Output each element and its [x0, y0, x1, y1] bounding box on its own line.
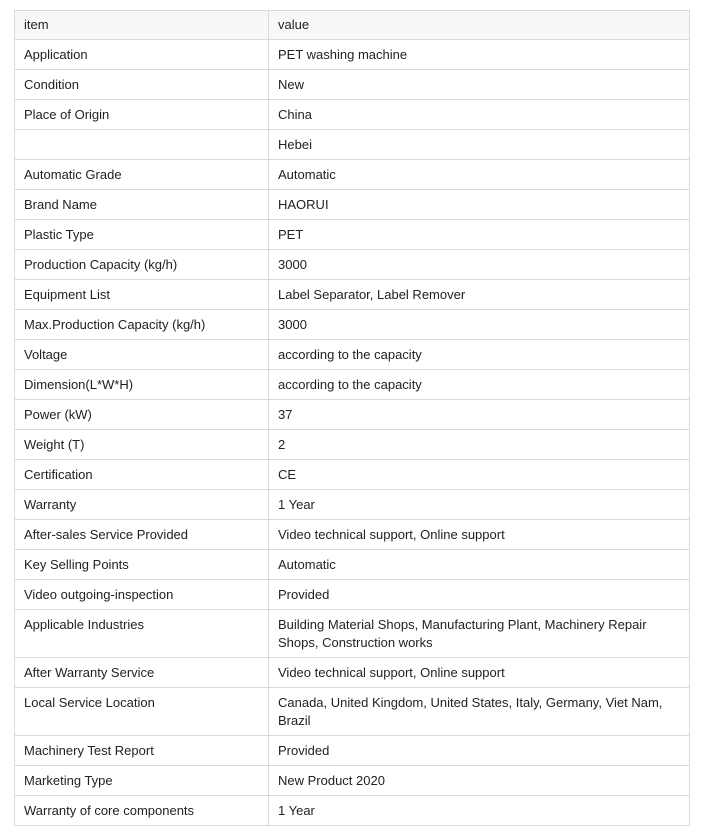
table-row — [15, 250, 690, 280]
table-row — [15, 370, 690, 400]
table-row — [15, 100, 690, 130]
row-item: Marketing Type — [15, 766, 269, 796]
table-row — [15, 220, 690, 250]
row-value: 3000 — [269, 310, 690, 340]
row-item: Condition — [15, 70, 269, 100]
row-value: 3000 — [269, 250, 690, 280]
row-value: 37 — [269, 400, 690, 430]
row-value: Video technical support, Online support — [269, 658, 690, 688]
row-item: After Warranty Service — [15, 658, 269, 688]
table-row — [15, 40, 690, 70]
row-value: New — [269, 70, 690, 100]
row-item: Local Service Location — [15, 688, 269, 736]
row-value: 2 — [269, 430, 690, 460]
row-value: CE — [269, 460, 690, 490]
row-value: Provided — [269, 580, 690, 610]
header-value: value — [269, 11, 690, 40]
table-row — [15, 190, 690, 220]
table-row — [15, 688, 690, 736]
table-row — [15, 736, 690, 766]
row-item: Automatic Grade — [15, 160, 269, 190]
row-value: 1 Year — [269, 796, 690, 826]
table-row — [15, 460, 690, 490]
table-row — [15, 490, 690, 520]
row-item: Equipment List — [15, 280, 269, 310]
row-item: Key Selling Points — [15, 550, 269, 580]
row-item — [15, 130, 269, 160]
row-value: 1 Year — [269, 490, 690, 520]
row-value: Building Material Shops, Manufacturing Plant, Machinery Repair Shops, Construction works — [269, 610, 690, 658]
row-item: After-sales Service Provided — [15, 520, 269, 550]
row-item: Power (kW) — [15, 400, 269, 430]
row-value: China — [269, 100, 690, 130]
row-item: Application — [15, 40, 269, 70]
row-value: PET — [269, 220, 690, 250]
table-row — [15, 580, 690, 610]
row-value: New Product 2020 — [269, 766, 690, 796]
row-value: Video technical support, Online support — [269, 520, 690, 550]
row-value: according to the capacity — [269, 340, 690, 370]
header-item: item — [15, 11, 269, 40]
spec-table — [14, 10, 690, 826]
table-row — [15, 766, 690, 796]
row-value: Hebei — [269, 130, 690, 160]
row-value: HAORUI — [269, 190, 690, 220]
row-item: Weight (T) — [15, 430, 269, 460]
table-row — [15, 658, 690, 688]
row-item: Plastic Type — [15, 220, 269, 250]
table-row — [15, 400, 690, 430]
table-row — [15, 520, 690, 550]
table-row — [15, 280, 690, 310]
row-item: Video outgoing-inspection — [15, 580, 269, 610]
row-item: Max.Production Capacity (kg/h) — [15, 310, 269, 340]
row-item: Place of Origin — [15, 100, 269, 130]
row-item: Machinery Test Report — [15, 736, 269, 766]
table-row — [15, 130, 690, 160]
row-value: PET washing machine — [269, 40, 690, 70]
row-value: Automatic — [269, 550, 690, 580]
table-row — [15, 70, 690, 100]
row-value: Automatic — [269, 160, 690, 190]
row-value: Label Separator, Label Remover — [269, 280, 690, 310]
row-item: Warranty — [15, 490, 269, 520]
row-value: according to the capacity — [269, 370, 690, 400]
row-item: Certification — [15, 460, 269, 490]
row-item: Voltage — [15, 340, 269, 370]
table-row — [15, 796, 690, 826]
row-item: Applicable Industries — [15, 610, 269, 658]
row-value: Provided — [269, 736, 690, 766]
spec-table-container — [14, 10, 689, 826]
table-row — [15, 610, 690, 658]
row-item: Warranty of core components — [15, 796, 269, 826]
table-header-row — [15, 11, 690, 40]
row-item: Brand Name — [15, 190, 269, 220]
table-row — [15, 430, 690, 460]
table-row — [15, 550, 690, 580]
table-row — [15, 160, 690, 190]
table-row — [15, 310, 690, 340]
row-item: Dimension(L*W*H) — [15, 370, 269, 400]
row-item: Production Capacity (kg/h) — [15, 250, 269, 280]
table-row — [15, 340, 690, 370]
row-value: Canada, United Kingdom, United States, Italy, Germany, Viet Nam, Brazil — [269, 688, 690, 736]
